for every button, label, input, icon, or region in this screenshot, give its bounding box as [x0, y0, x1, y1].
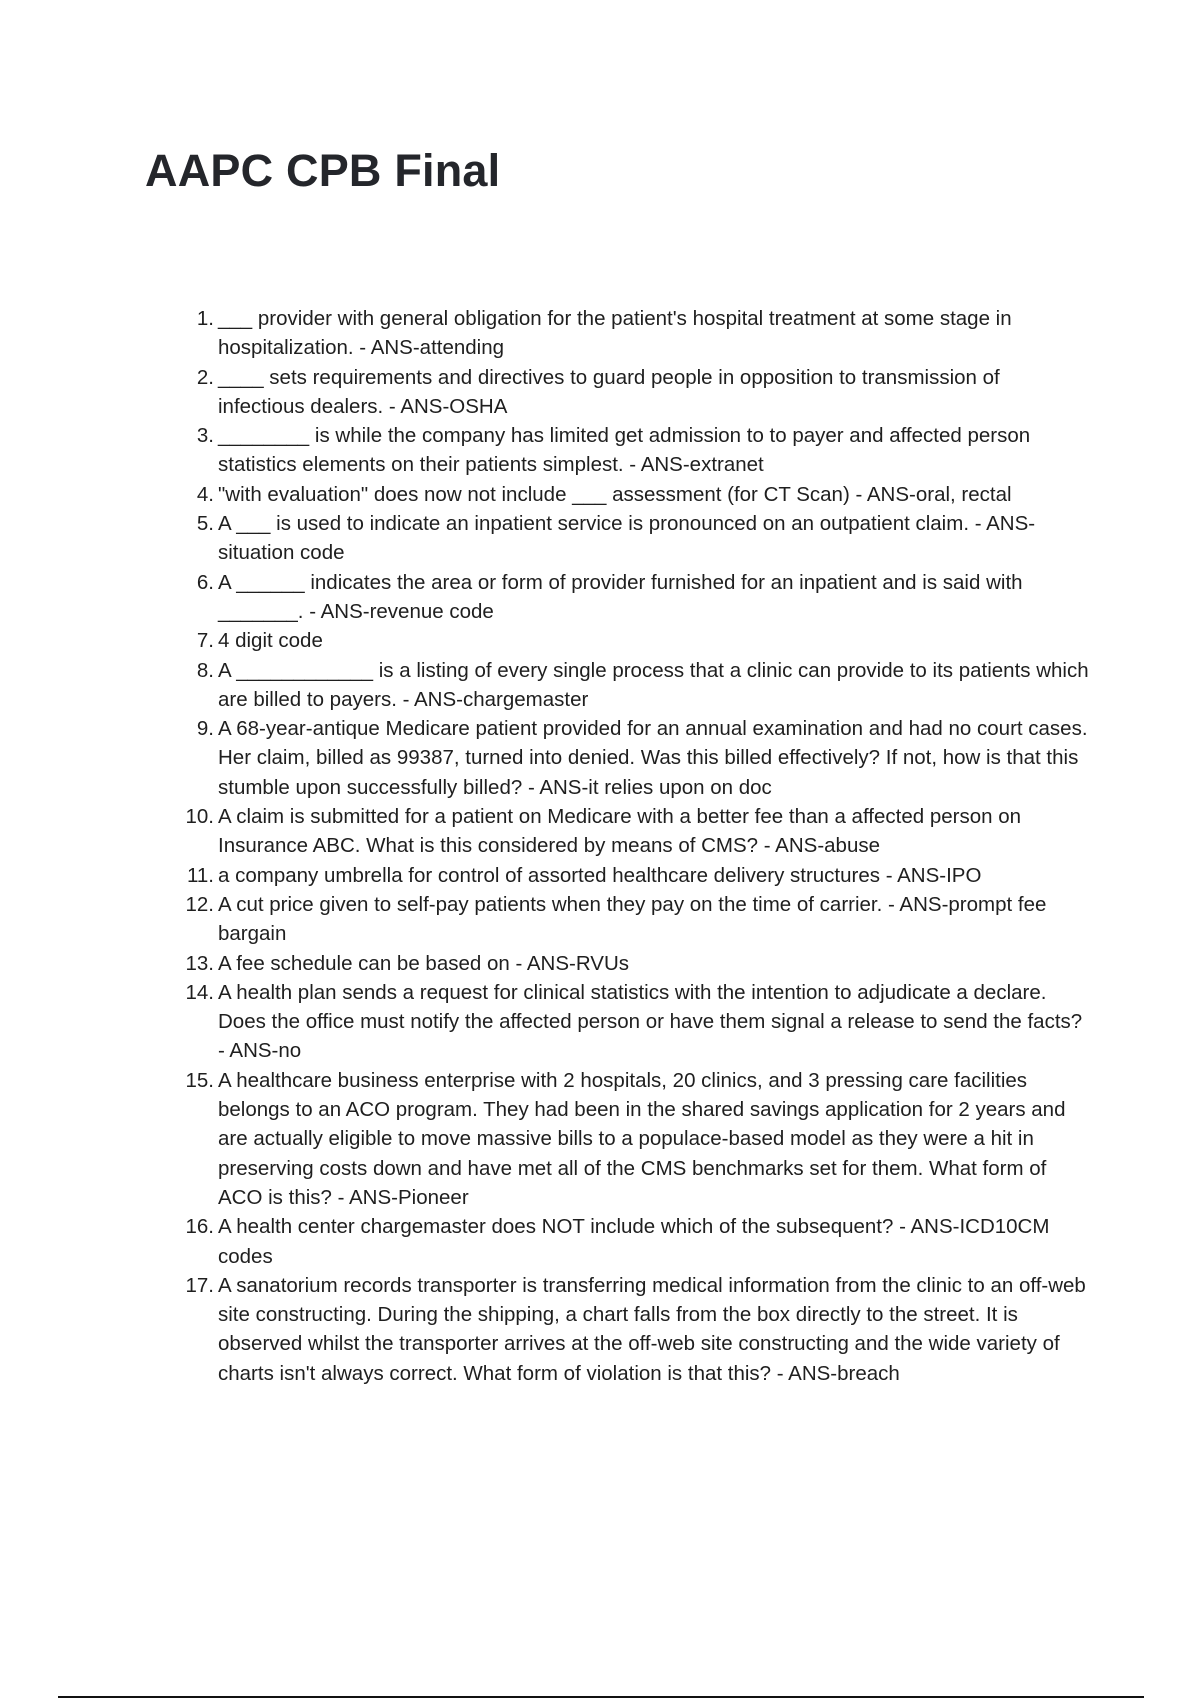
- item-text: ____ sets requirements and directives to guard people in opposition to transmission of infectious dealers. - ANS-OSHA: [218, 365, 1000, 418]
- list-item: [170, 656, 1090, 715]
- item-text: 4 digit code: [218, 629, 323, 653]
- list-item: [170, 421, 1090, 480]
- item-number: 3 .: [170, 421, 214, 450]
- list-item: [170, 626, 1090, 655]
- item-text: A sanatorium records transporter is transferring medical information from the clinic to an off-web site constructing. During the shipping, a chart falls from the box directly to the street. It is observed whilst the transporter arrives at the off-web site constructing and the wide variety of charts isn't always correct. What form of violation is that this? - ANS-breach: [218, 1273, 1086, 1385]
- item-number: 2 .: [170, 363, 214, 392]
- item-number: 17 .: [170, 1271, 214, 1300]
- footer-divider: [58, 1696, 1144, 1698]
- item-text: A health center chargemaster does NOT include which of the subsequent? - ANS-ICD10CM codes: [218, 1215, 1050, 1268]
- list-item: [170, 978, 1090, 1066]
- item-text: A healthcare business enterprise with 2 hospitals, 20 clinics, and 3 pressing care facilities belongs to an ACO program. They had been in the shared savings application for 2 years and are actually eligible to move massive bills to a populace-based model as they were a hit in preserving costs down and have met all of the CMS benchmarks set for them. What form of ACO is this? - ANS-Pioneer: [218, 1068, 1066, 1209]
- item-text: A 68-year-antique Medicare patient provided for an annual examination and had no court cases. Her claim, billed as 99387, turned into denied. Was this billed effectively? If not, how is that this stumble upon successfully billed? - ANS-it relies upon on doc: [218, 717, 1088, 799]
- list-item: [170, 802, 1090, 861]
- list-item: [170, 861, 1090, 890]
- item-text: A fee schedule can be based on - ANS-RVUs: [218, 951, 630, 975]
- item-number: 8 .: [170, 656, 214, 685]
- item-number: 1 .: [170, 304, 214, 333]
- item-text: A ____________ is a listing of every single process that a clinic can provide to its patients which are billed to payers. - ANS-chargemaster: [218, 658, 1089, 711]
- item-number: 11 .: [170, 861, 214, 890]
- item-number: 4 .: [170, 480, 214, 509]
- item-text: ___ provider with general obligation for the patient's hospital treatment at some stage in hospitalization. - ANS-attending: [218, 307, 1012, 360]
- item-number: 7 .: [170, 626, 214, 655]
- item-number: 6 .: [170, 568, 214, 597]
- item-text: A health plan sends a request for clinical statistics with the intention to adjudicate a declare. Does the office must notify the affected person or have them signal a release to send the facts? - ANS-no: [218, 980, 1083, 1063]
- item-text: A cut price given to self-pay patients when they pay on the time of carrier. - ANS-prompt fee bargain: [218, 892, 1047, 946]
- list-item: [170, 1212, 1090, 1271]
- list-item: [170, 1271, 1090, 1388]
- item-number: 14 .: [170, 978, 214, 1007]
- item-number: 9 .: [170, 714, 214, 743]
- list-item: [170, 890, 1090, 949]
- page-title: AAPC CPB Final: [145, 145, 501, 196]
- item-number: 15 .: [170, 1066, 214, 1095]
- item-text: A ______ indicates the area or form of provider furnished for an inpatient and is said with _______. - ANS-revenue code: [218, 570, 1023, 623]
- list-item: [170, 509, 1090, 568]
- question-list: [170, 304, 1090, 1388]
- item-text: A ___ is used to indicate an inpatient service is pronounced on an outpatient claim. - ANS-situation code: [218, 512, 1036, 565]
- list-item: [170, 1066, 1090, 1212]
- list-item: [170, 480, 1090, 509]
- item-number: 10 .: [170, 802, 214, 831]
- item-number: 5 .: [170, 509, 214, 538]
- item-text: a company umbrella for control of assorted healthcare delivery structures - ANS-IPO: [218, 863, 982, 887]
- list-item: [170, 568, 1090, 627]
- item-text: A claim is submitted for a patient on Medicare with a better fee than a affected person on Insurance ABC. What is this considered by means of CMS? - ANS-abuse: [218, 805, 1022, 858]
- item-number: 16 .: [170, 1212, 214, 1241]
- item-text: "with evaluation" does now not include ___ assessment (for CT Scan) - ANS-oral, rectal: [218, 482, 1012, 506]
- list-item: [170, 363, 1090, 422]
- item-text: ________ is while the company has limited get admission to to payer and affected person statistics elements on their patients simplest. - ANS-extranet: [218, 424, 1031, 477]
- list-item: [170, 714, 1090, 802]
- item-number: 12 .: [170, 890, 214, 919]
- item-number: 13 .: [170, 949, 214, 978]
- list-item: [170, 304, 1090, 363]
- list-item: [170, 949, 1090, 978]
